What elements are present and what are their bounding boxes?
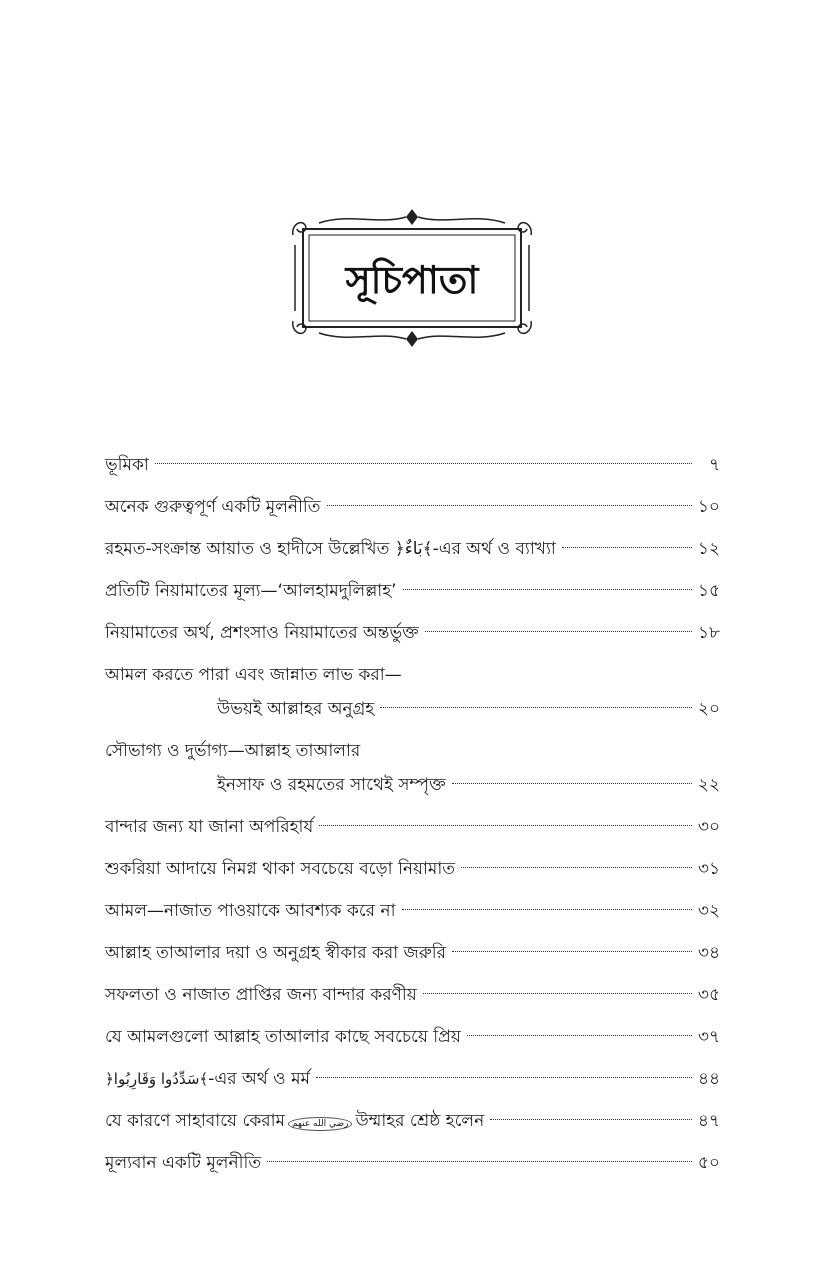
dot-leader [562,547,692,548]
toc-page: ৩৭ [697,1027,720,1047]
toc-entry[interactable] [105,894,720,936]
honorific-icon: رضي الله عنهم [288,1117,352,1131]
dot-leader [425,631,692,632]
toc-page: ৩১ [697,859,720,879]
toc-entry[interactable] [105,490,720,532]
dot-leader [267,1161,692,1162]
toc-label: শুকরিয়া আদায়ে নিমগ্ন থাকা সবচেয়ে বড়ো নিয়ামাত [105,859,456,879]
dot-leader [319,825,692,826]
toc-label: আমল—নাজাত পাওয়াকে আবশ্যক করে না [105,901,396,921]
toc-page: ২০ [697,699,720,719]
toc-page: ৩২ [697,901,720,921]
toc-entry[interactable] [105,734,720,810]
dot-leader [155,463,692,464]
toc-entry[interactable] [105,1104,720,1146]
dot-leader [452,783,692,784]
toc-label: উভয়ই আল্লাহর অনুগ্রহ [217,699,375,719]
title-frame [289,205,535,351]
dot-leader [490,1119,692,1120]
toc-page: ৩৪ [697,943,720,963]
toc-label: ভূমিকা [105,455,149,475]
toc-page: ৭ [708,455,720,475]
dot-leader [316,1077,692,1078]
toc-entry[interactable] [105,978,720,1020]
toc-arabic-phrase: ﴿سَدِّدُوا وَقَارِبُوا﴾ [105,1070,209,1088]
toc-page: ৫০ [697,1153,720,1173]
toc-label: যে কারণে সাহাবায়ে কেরাম [105,1111,285,1131]
dot-leader [403,589,692,590]
toc-page: ১০ [697,497,720,517]
toc-entry[interactable] [105,810,720,852]
toc-label: অনেক গুরুত্বপূর্ণ একটি মূলনীতি [105,497,321,517]
dot-leader [461,867,692,868]
toc-entry[interactable] [105,616,720,658]
toc-label: আল্লাহ তাআলার দয়া ও অনুগ্রহ স্বীকার করা জরুরি [105,943,447,963]
toc-page: ৪৭ [697,1111,720,1131]
toc-label: রহমত-সংক্রান্ত আয়াত ও হাদীসে উল্লেখিত ﴿بَاءٌ﴾-এর অর্থ ও ব্যাখ্যা [105,539,556,559]
toc-label: আমল করতে পারা এবং জান্নাত লাভ করা— [105,665,402,685]
toc-page: ২২ [697,775,720,795]
toc-entry[interactable] [105,1146,720,1188]
toc-entry[interactable] [105,532,720,574]
toc-label: মূল্যবান একটি মূলনীতি [105,1153,262,1173]
dot-leader [452,951,692,952]
dot-leader [423,993,692,994]
dot-leader [327,505,692,506]
page-title: সূচিপাতা [345,258,479,302]
toc-label: সৌভাগ্য ও দুর্ভাগ্য—আল্লাহ তাআলার [105,741,361,761]
toc-label: সফলতা ও নাজাত প্রাপ্তির জন্য বান্দার করণীয় [105,985,417,1005]
toc-page: ১৫ [697,581,720,601]
toc-label: বান্দার জন্য যা জানা অপরিহার্য [105,817,314,837]
toc-label: উম্মাহর শ্রেষ্ঠ হলেন [355,1111,485,1131]
dot-leader [402,909,693,910]
toc-label: -এর অর্থ ও মর্ম [208,1069,310,1089]
toc-entry[interactable] [105,1062,720,1104]
toc-label: যে আমলগুলো আল্লাহ তাআলার কাছে সবচেয়ে প্রিয় [105,1027,461,1047]
toc-page: ১২ [697,539,720,559]
toc-label: ইনসাফ ও রহমতের সাথেই সম্পৃক্ত [217,775,446,795]
toc-page: ১৮ [697,623,720,643]
toc-entry[interactable] [105,1020,720,1062]
toc-entry[interactable] [105,448,720,490]
toc-entry[interactable] [105,658,720,734]
toc-label: নিয়ামাতের অর্থ, প্রশংসাও নিয়ামাতের অন্তর্ভুক্ত [105,623,419,643]
toc-page: ৩৫ [697,985,720,1005]
toc-page: ৪৪ [697,1069,720,1089]
table-of-contents [105,448,720,1188]
toc-page: ৩০ [697,817,720,837]
toc-entry[interactable] [105,936,720,978]
toc-label: প্রতিটি নিয়ামাতের মূল্য—‘আলহামদুলিল্লাহ’ [105,581,397,601]
toc-entry[interactable] [105,574,720,616]
dot-leader [380,707,692,708]
toc-entry[interactable] [105,852,720,894]
dot-leader [467,1035,692,1036]
